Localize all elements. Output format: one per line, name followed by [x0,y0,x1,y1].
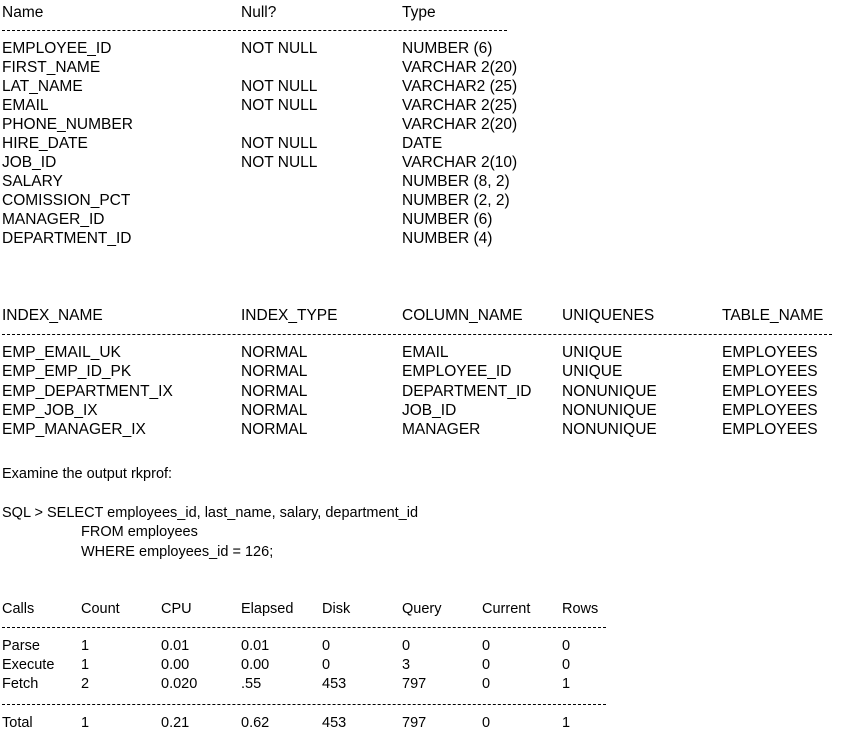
table-row [0,39,842,58]
sql-line-1: SQL > SELECT employees_id, last_name, salary, department_id [2,505,419,521]
count-cell: 2 [81,676,90,692]
elapsed-cell: .55 [241,676,262,692]
tkprof-header-row [0,600,842,619]
tkprof-header-current: Current [482,601,531,617]
rows-cell: 0 [562,638,571,654]
table-name-cell: EMPLOYEES [722,382,818,400]
cpu-cell: 0.01 [161,638,190,654]
null-cell: NOT NULL [241,78,318,95]
table-row [0,229,842,248]
current-cell: 0 [482,676,491,692]
tkprof-header-disk: Disk [322,601,351,617]
table-row [0,115,842,134]
elapsed-cell: 0.01 [241,638,270,654]
type-cell: NUMBER (4) [402,230,493,247]
cpu-cell: 0.020 [161,676,198,692]
describe-header-name: Name [2,4,44,21]
index-type-cell: NORMAL [241,363,308,381]
table-row [0,382,842,401]
column-name-cell: EMPLOYEE_ID [2,40,112,57]
index-type-cell: NORMAL [241,344,308,361]
elapsed-cell: 0.00 [241,657,270,673]
describe-header-row [0,3,842,22]
tkprof-header-count: Count [81,601,120,617]
index-name-cell: EMP_JOB_IX [2,401,98,419]
query-cell: 0 [402,638,411,654]
table-row [0,362,842,381]
index-type-cell: NORMAL [241,401,308,419]
disk-cell: 453 [322,676,347,692]
index-name-cell: EMP_DEPARTMENT_IX [2,382,173,400]
tkprof-header-rows: Rows [562,601,599,617]
column-name-cell: MANAGER_ID [2,211,105,228]
calls-cell: Execute [2,657,55,673]
index-header-table: TABLE_NAME [722,307,824,324]
index-type-cell: NORMAL [241,421,308,439]
tkprof-header-cpu: CPU [161,601,192,617]
table-name-cell: EMPLOYEES [722,344,818,361]
index-header-column: COLUMN_NAME [402,307,523,324]
table-row [0,172,842,191]
describe-divider [2,30,507,31]
table-row [0,77,842,96]
describe-header-null: Null? [241,4,277,21]
index-type-cell: NORMAL [241,382,308,400]
disk-cell: 0 [322,657,331,673]
type-cell: DATE [402,135,443,152]
table-row [0,96,842,115]
index-header-type: INDEX_TYPE [241,307,338,324]
table-row [0,134,842,153]
column-name-cell: DEPARTMENT_ID [2,230,132,247]
index-name-cell: EMP_MANAGER_IX [2,421,146,439]
total-count-cell: 1 [81,715,90,731]
table-row [0,210,842,229]
table-row [0,153,842,172]
table-row [0,401,842,420]
index-name-cell: EMP_EMAIL_UK [2,344,121,361]
type-cell: NUMBER (6) [402,211,493,228]
column-name-cell: LAT_NAME [2,78,83,95]
examine-text: Examine the output rkprof: [2,466,173,482]
column-name-cell: JOB_ID [2,154,57,171]
query-cell: 3 [402,657,411,673]
cpu-cell: 0.00 [161,657,190,673]
null-cell: NOT NULL [241,135,318,152]
column-name-cell: SALARY [2,173,63,190]
table-row [0,58,842,77]
uniqueness-cell: UNIQUE [562,344,623,361]
count-cell: 1 [81,657,90,673]
rows-cell: 1 [562,676,571,692]
current-cell: 0 [482,657,491,673]
tkprof-header-elapsed: Elapsed [241,601,294,617]
sql-line-3: WHERE employees_id = 126; [81,544,274,560]
total-calls-cell: Total [2,715,33,731]
total-query-cell: 797 [402,715,427,731]
column-name-cell: JOB_ID [402,401,457,419]
rows-cell: 0 [562,657,571,673]
type-cell: VARCHAR2 (25) [402,78,518,95]
column-name-cell: MANAGER [402,421,481,439]
total-disk-cell: 453 [322,715,347,731]
calls-cell: Parse [2,638,40,654]
null-cell: NOT NULL [241,40,318,57]
type-cell: VARCHAR 2(10) [402,154,518,171]
type-cell: NUMBER (8, 2) [402,173,510,190]
uniqueness-cell: NONUNIQUE [562,382,657,400]
sql-line-2: FROM employees [81,524,198,540]
total-rows-cell: 1 [562,715,571,731]
type-cell: VARCHAR 2(20) [402,116,518,133]
uniqueness-cell: NONUNIQUE [562,401,657,419]
query-cell: 797 [402,676,427,692]
column-name-cell: COMISSION_PCT [2,192,131,209]
table-row [0,675,842,694]
disk-cell: 0 [322,638,331,654]
table-row [0,343,842,362]
total-current-cell: 0 [482,715,491,731]
column-name-cell: FIRST_NAME [2,59,101,76]
tkprof-header-calls: Calls [2,601,35,617]
table-name-cell: EMPLOYEES [722,401,818,419]
index-divider [2,334,832,335]
calls-cell: Fetch [2,676,39,692]
column-name-cell: PHONE_NUMBER [2,116,133,133]
tkprof-divider-top [2,627,606,628]
table-row [0,191,842,210]
null-cell: NOT NULL [241,97,318,114]
column-name-cell: DEPARTMENT_ID [402,382,532,400]
null-cell: NOT NULL [241,154,318,171]
describe-header-type: Type [402,4,436,21]
count-cell: 1 [81,638,90,654]
index-header-uniqueness: UNIQUENES [562,307,655,324]
tkprof-total-row [0,714,842,733]
type-cell: NUMBER (2, 2) [402,192,510,209]
column-name-cell: HIRE_DATE [2,135,88,152]
tkprof-divider-total [2,704,606,705]
table-name-cell: EMPLOYEES [722,421,818,439]
tkprof-header-query: Query [402,601,442,617]
total-cpu-cell: 0.21 [161,715,190,731]
index-name-cell: EMP_EMP_ID_PK [2,363,132,381]
column-name-cell: EMAIL [2,97,49,114]
current-cell: 0 [482,638,491,654]
type-cell: VARCHAR 2(20) [402,59,518,76]
column-name-cell: EMPLOYEE_ID [402,363,512,381]
column-name-cell: EMAIL [402,344,449,361]
table-row [0,420,842,439]
table-row [0,656,842,675]
type-cell: NUMBER (6) [402,40,493,57]
total-elapsed-cell: 0.62 [241,715,270,731]
index-header-name: INDEX_NAME [2,307,103,324]
table-row [0,637,842,656]
uniqueness-cell: UNIQUE [562,363,623,381]
table-name-cell: EMPLOYEES [722,363,818,381]
uniqueness-cell: NONUNIQUE [562,421,657,439]
type-cell: VARCHAR 2(25) [402,97,518,114]
index-header-row [0,306,842,325]
